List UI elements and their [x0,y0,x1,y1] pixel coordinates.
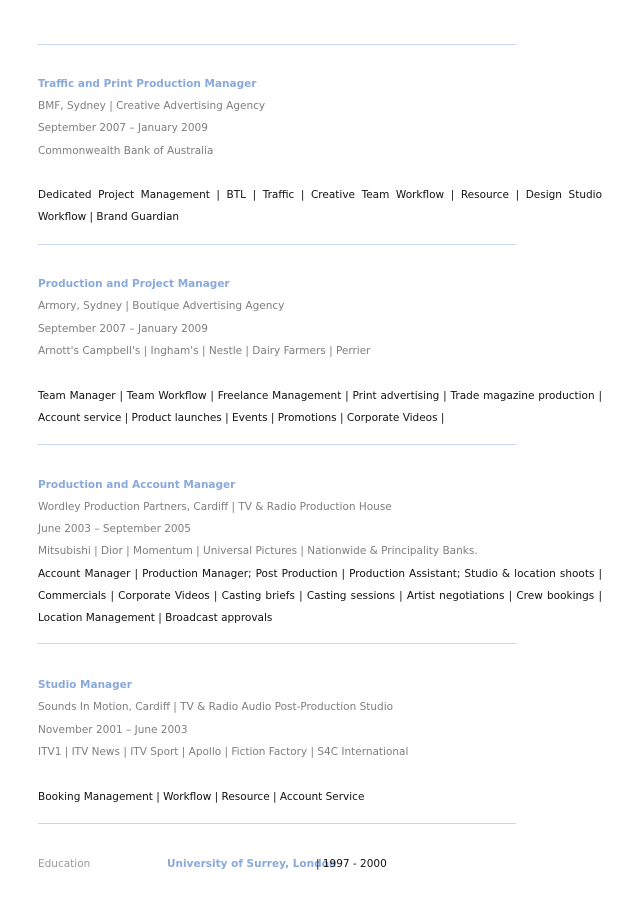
job-title: Studio Manager [38,679,132,691]
divider [38,444,516,445]
job-skills: Booking Management | Workflow | Resource | Account Service [38,791,365,803]
divider [38,44,516,45]
job-clients: Commonwealth Bank of Australia [38,145,214,157]
job-skills: Account Manager | Production Manager; Post Production | Production Assistant; Studio & location shoots | Commercials | Corporate Videos | Casting briefs | Casting sessions | Artist negotiations | Crew bookings | Location Management | Broadcast approvals [38,568,602,624]
divider [38,244,516,245]
job-dates: September 2007 – January 2009 [38,122,208,134]
job-company: Armory, Sydney | Boutique Advertising Agency [38,300,285,312]
job-title: Production and Account Manager [38,479,236,491]
job-clients: Arnott's Campbell's | Ingham's | Nestle | Dairy Farmers | Perrier [38,345,371,357]
job-dates: September 2007 – January 2009 [38,323,208,335]
education-years: | 1997 - 2000 [316,858,387,870]
divider [38,823,516,824]
job-company: BMF, Sydney | Creative Advertising Agency [38,100,266,112]
job-skills: Dedicated Project Management | BTL | Traffic | Creative Team Workflow | Resource | Design Studio Workflow | Brand Guardian [38,189,602,223]
job-skills: Team Manager | Team Workflow | Freelance Management | Print advertising | Trade magazine production | Account service | Product launches | Events | Promotions | Corporate Videos | [38,390,602,424]
job-title: Production and Project Manager [38,278,230,290]
job-dates: June 2003 – September 2005 [38,523,191,535]
job-clients: Mitsubishi | Dior | Momentum | Universal Pictures | Nationwide & Principality Banks. [38,545,478,557]
divider [38,643,516,644]
education-label: Education [38,858,91,870]
job-company: Sounds In Motion, Cardiff | TV & Radio Audio Post-Production Studio [38,701,394,713]
job-title: Traffic and Print Production Manager [38,78,257,90]
job-company: Wordley Production Partners, Cardiff | TV & Radio Production House [38,501,392,513]
education-school: University of Surrey, London [167,858,337,870]
job-dates: November 2001 – June 2003 [38,724,188,736]
job-clients: ITV1 | ITV News | ITV Sport | Apollo | Fiction Factory | S4C International [38,746,409,758]
